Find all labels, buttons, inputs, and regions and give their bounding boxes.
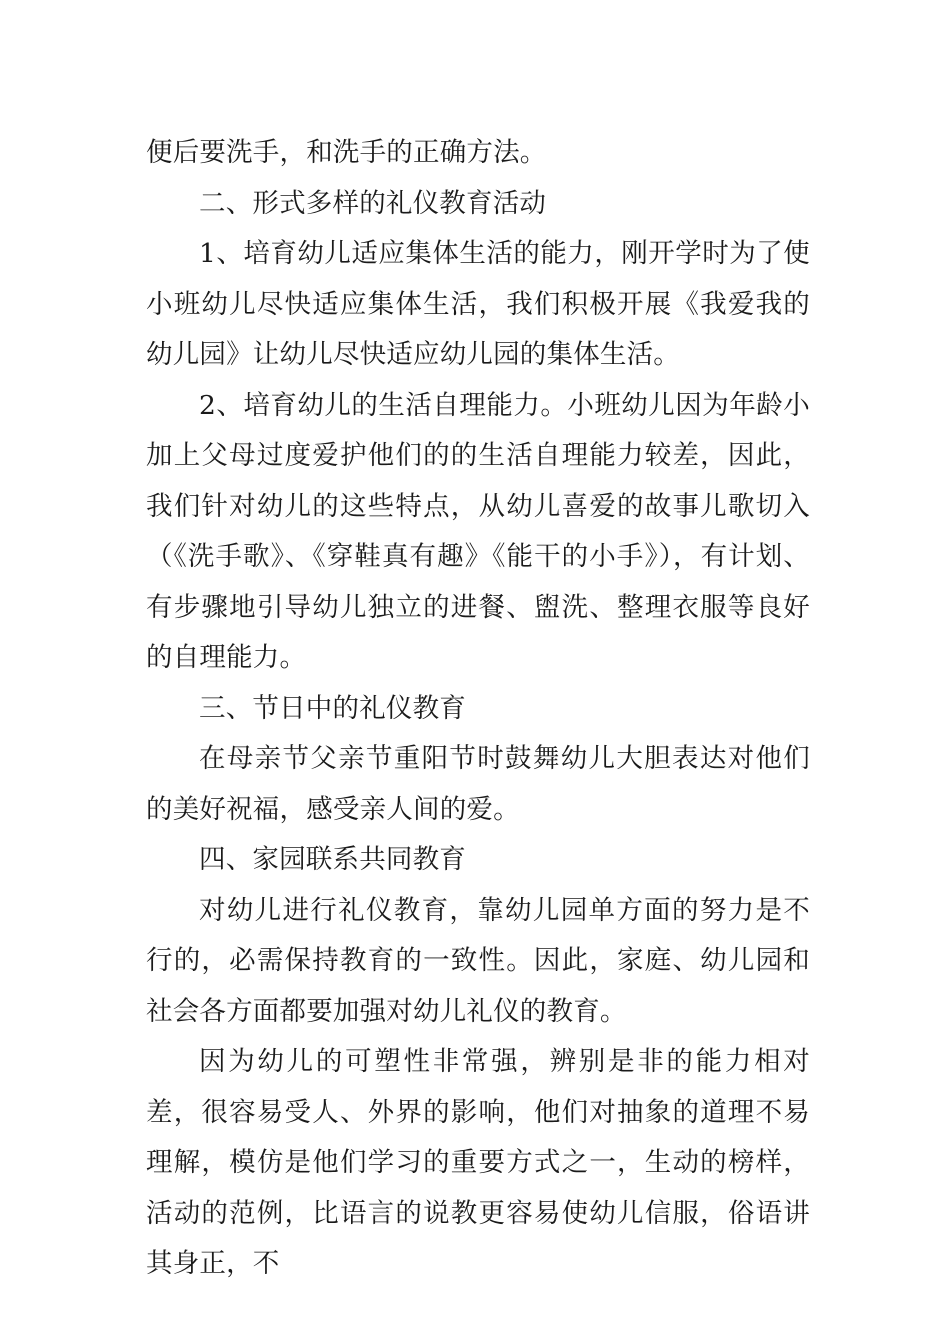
section-heading-3: 三、节日中的礼仪教育 [199, 692, 466, 724]
paragraph-self-care: 2、培育幼儿的生活自理能力。小班幼儿因为年龄小加上父母过度爱护他们的的生活自理能力较差，因此，我们针对幼儿的这些特点，从幼儿喜爱的故事儿歌切入（《洗手歌》、《穿鞋真有趣》《能干的小手》），有计划、有步骤地引导幼儿独立的进餐、盥洗、整理衣服等良好的自理能力。 [146, 389, 810, 673]
paragraph-home-school: 对幼儿进行礼仪教育，靠幼儿园单方面的努力是不行的，必需保持教育的一致性。因此，家庭、幼儿园和社会各方面都要加强对幼儿礼仪的教育。 [146, 894, 810, 1027]
paragraph-role-models: 因为幼儿的可塑性非常强，辨别是非的能力相对差，很容易受人、外界的影响，他们对抽象的道理不易理解，模仿是他们学习的重要方式之一，生动的榜样，活动的范例，比语言的说教更容易使幼儿信服，俗语讲其身正，不 [146, 1046, 810, 1279]
section-heading-4: 四、家园联系共同教育 [199, 844, 466, 875]
paragraph-festivals: 在母亲节父亲节重阳节时鼓舞幼儿大胆表达对他们的美好祝福，感受亲人间的爱。 [146, 743, 810, 825]
paragraph-collective-life: 1、培育幼儿适应集体生活的能力，刚开学时为了使小班幼儿尽快适应集体生活，我们积极开展《我爱我的幼儿园》让幼儿尽快适应幼儿园的集体生活。 [146, 238, 810, 370]
section-heading-2: 二、形式多样的礼仪教育活动 [199, 187, 547, 219]
document-body [146, 128, 810, 1290]
paragraph-continuation: 便后要洗手，和洗手的正确方法。 [146, 137, 547, 168]
